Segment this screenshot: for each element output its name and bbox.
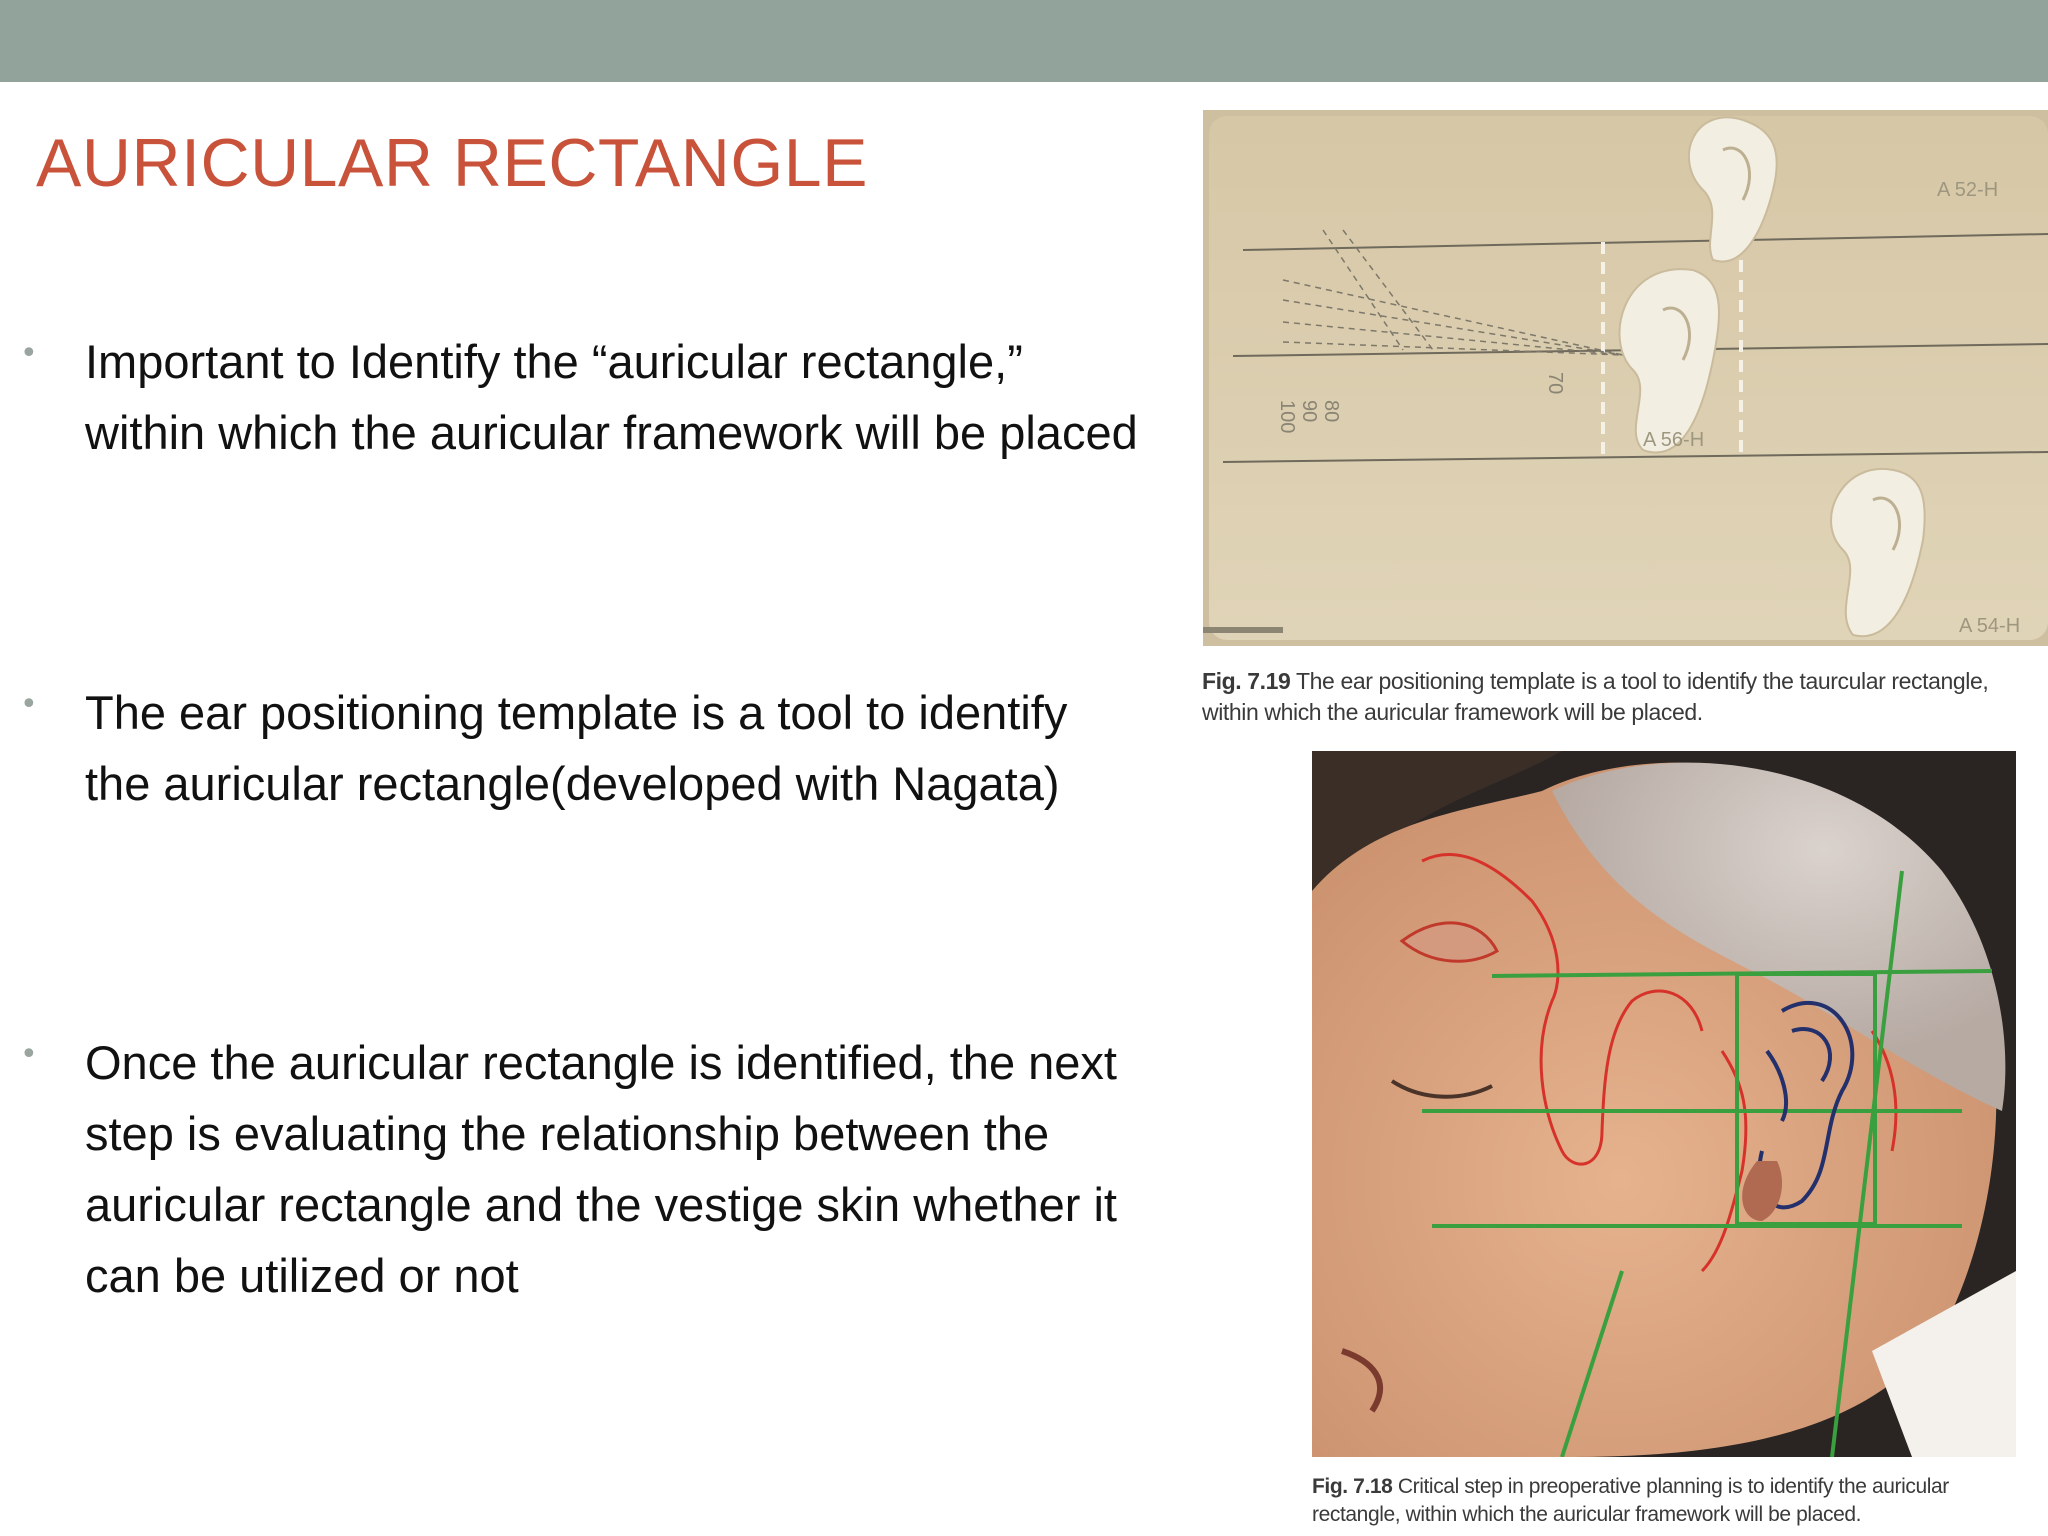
scale-label: 90 (1298, 400, 1320, 423)
slide-title: AURICULAR RECTANGLE (36, 125, 868, 201)
scale-label: 80 (1320, 400, 1342, 423)
figure-label: Fig. 7.18 (1312, 1475, 1393, 1498)
bullet-dot-icon: • (20, 1037, 38, 1072)
bullet-text: Important to Identify the “auricular rectangle,” within which the auricular framework will be placed (85, 335, 1138, 459)
header-band (0, 0, 2048, 82)
bullet-dot-icon: • (20, 687, 38, 722)
ear-template-drawing (1203, 110, 2048, 646)
template-code: A 52-H (1937, 179, 1999, 201)
figure-caption-text: Critical step in preoperative planning is to identify the auricular rectangle, within which the auricular framework will be placed. (1312, 1475, 1949, 1526)
bullet-text: The ear positioning template is a tool to identify the auricular rectangle(developed with Nagata) (85, 686, 1068, 810)
patient-photo-figure (1312, 751, 2016, 1457)
template-code: A 54-H (1959, 615, 2021, 637)
patient-photo-drawing (1312, 751, 2016, 1457)
figure-caption-text: The ear positioning template is a tool to identify the taurcular rectangle, within which the auricular framework will be placed. (1202, 668, 1989, 725)
figure-label: Fig. 7.19 (1202, 668, 1291, 694)
figure-caption (1312, 1473, 2042, 1529)
bullet-dot-icon: • (20, 336, 38, 371)
template-code: A 56-H (1643, 429, 1705, 451)
figure-caption (1202, 666, 2048, 728)
bullet-text: Once the auricular rectangle is identified, the next step is evaluating the relationship between the auricular rectangle and the vestige skin whether it can be utilized or not (85, 1036, 1117, 1302)
template-card (1209, 116, 2048, 640)
ear-template-figure (1203, 110, 2048, 646)
scale-label: 70 (1544, 372, 1566, 395)
scale-label: 100 (1276, 400, 1298, 434)
